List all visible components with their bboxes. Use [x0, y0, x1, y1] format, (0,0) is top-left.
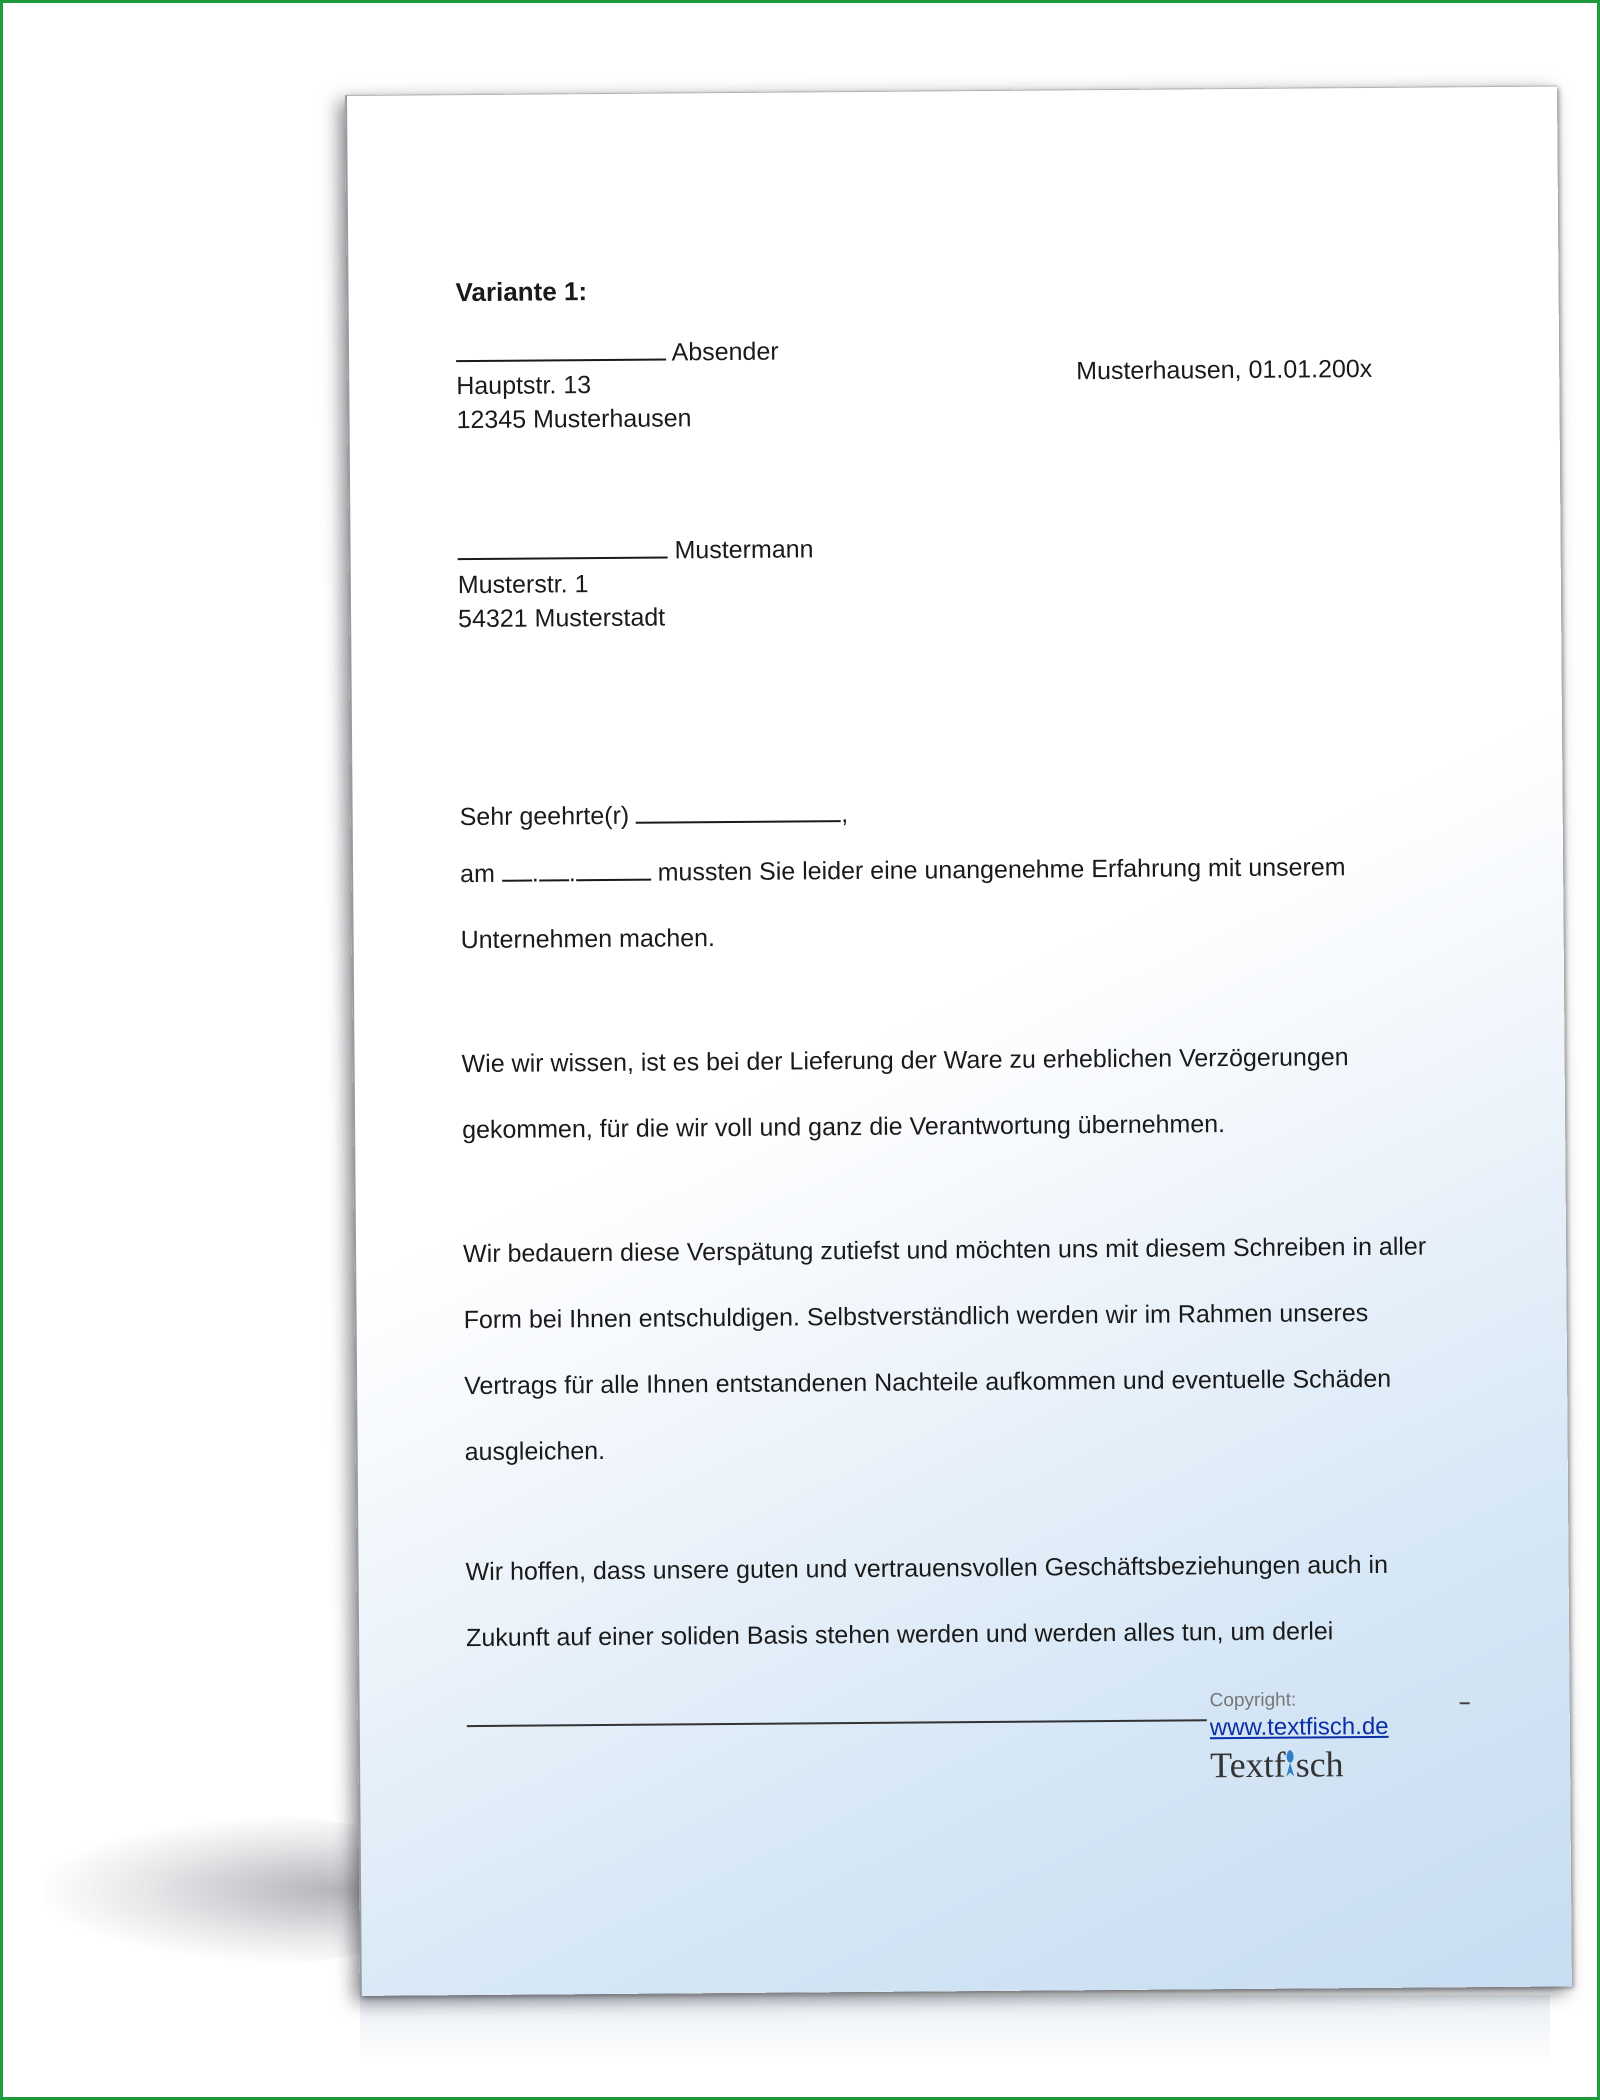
- recipient-label: Mustermann: [674, 535, 814, 565]
- blank-line: [539, 878, 569, 881]
- sender-street: Hauptstr. 13: [456, 371, 592, 401]
- salutation-text: Sehr geehrte(r): [459, 801, 637, 832]
- date-separator: .: [568, 859, 576, 888]
- fish-icon: [1286, 1753, 1296, 1779]
- blank-line: [456, 357, 666, 362]
- signature-line: [467, 1719, 1207, 1727]
- sender-city: 12345 Musterhausen: [456, 404, 692, 435]
- paragraph-line: Vertrags für alle Ihnen entstandenen Nachteile aufkommen und eventuelle Schäden: [464, 1364, 1392, 1401]
- recipient-name-line: [457, 532, 813, 569]
- paragraph-line: Wie wir wissen, ist es bei der Lieferung der Ware zu erheblichen Verzögerungen: [461, 1043, 1349, 1079]
- paragraph-line: Form bei Ihnen entschuldigen. Selbstverständlich werden wir im Rahmen unseres: [463, 1299, 1369, 1335]
- salutation-comma: ,: [841, 800, 849, 829]
- paragraph-4: [465, 1532, 1426, 1672]
- paragraph-line: Unternehmen machen.: [460, 924, 716, 955]
- logo-text-start: Textf: [1209, 1744, 1286, 1786]
- textfisch-logo: [1210, 1742, 1410, 1788]
- date-separator: .: [531, 859, 539, 888]
- paragraph-line: Zukunft auf einer soliden Basis stehen werden und werden alles tun, um derlei: [466, 1617, 1334, 1653]
- blank-line: [502, 879, 532, 882]
- para1-prefix: am: [460, 859, 502, 889]
- letter-page: [345, 85, 1572, 1995]
- copyright-link[interactable]: www.textfisch.de: [1209, 1712, 1389, 1742]
- blank-line: [576, 878, 651, 882]
- paragraph-line: [460, 834, 1420, 908]
- salutation: [460, 797, 849, 834]
- copyright-label: Copyright:: [1209, 1689, 1297, 1712]
- paragraph-line: gekommen, für die wir voll und ganz die Verantwortung übernehmen.: [462, 1110, 1226, 1145]
- recipient-city: 54321 Musterstadt: [458, 603, 666, 634]
- sender-name-line: [456, 335, 779, 372]
- sender-label: Absender: [671, 337, 779, 367]
- blank-line: [636, 819, 841, 824]
- copyright-watermark: [1210, 1688, 1411, 1788]
- variant-heading: Variante 1:: [455, 276, 588, 308]
- recipient-street: Musterstr. 1: [457, 570, 589, 600]
- paragraph-2: [461, 1024, 1422, 1164]
- place-date: Musterhausen, 01.01.200x: [1076, 354, 1373, 386]
- paragraph-3: [463, 1214, 1425, 1486]
- dash-mark: [1460, 1702, 1470, 1704]
- paragraph-line: Wir hoffen, dass unsere guten und vertrauensvollen Geschäftsbeziehungen auch in: [465, 1550, 1389, 1587]
- paragraph-line: Wir bedauern diese Verspätung zutiefst und möchten uns mit diesem Schreiben in aller: [462, 1232, 1427, 1269]
- para1-suffix: mussten Sie leider eine unangenehme Erfahrung mit unserem: [650, 853, 1346, 887]
- blank-line: [458, 555, 668, 560]
- paragraph-1: [460, 834, 1421, 974]
- paragraph-line: ausgleichen.: [464, 1436, 606, 1467]
- logo-text-end: sch: [1295, 1744, 1344, 1785]
